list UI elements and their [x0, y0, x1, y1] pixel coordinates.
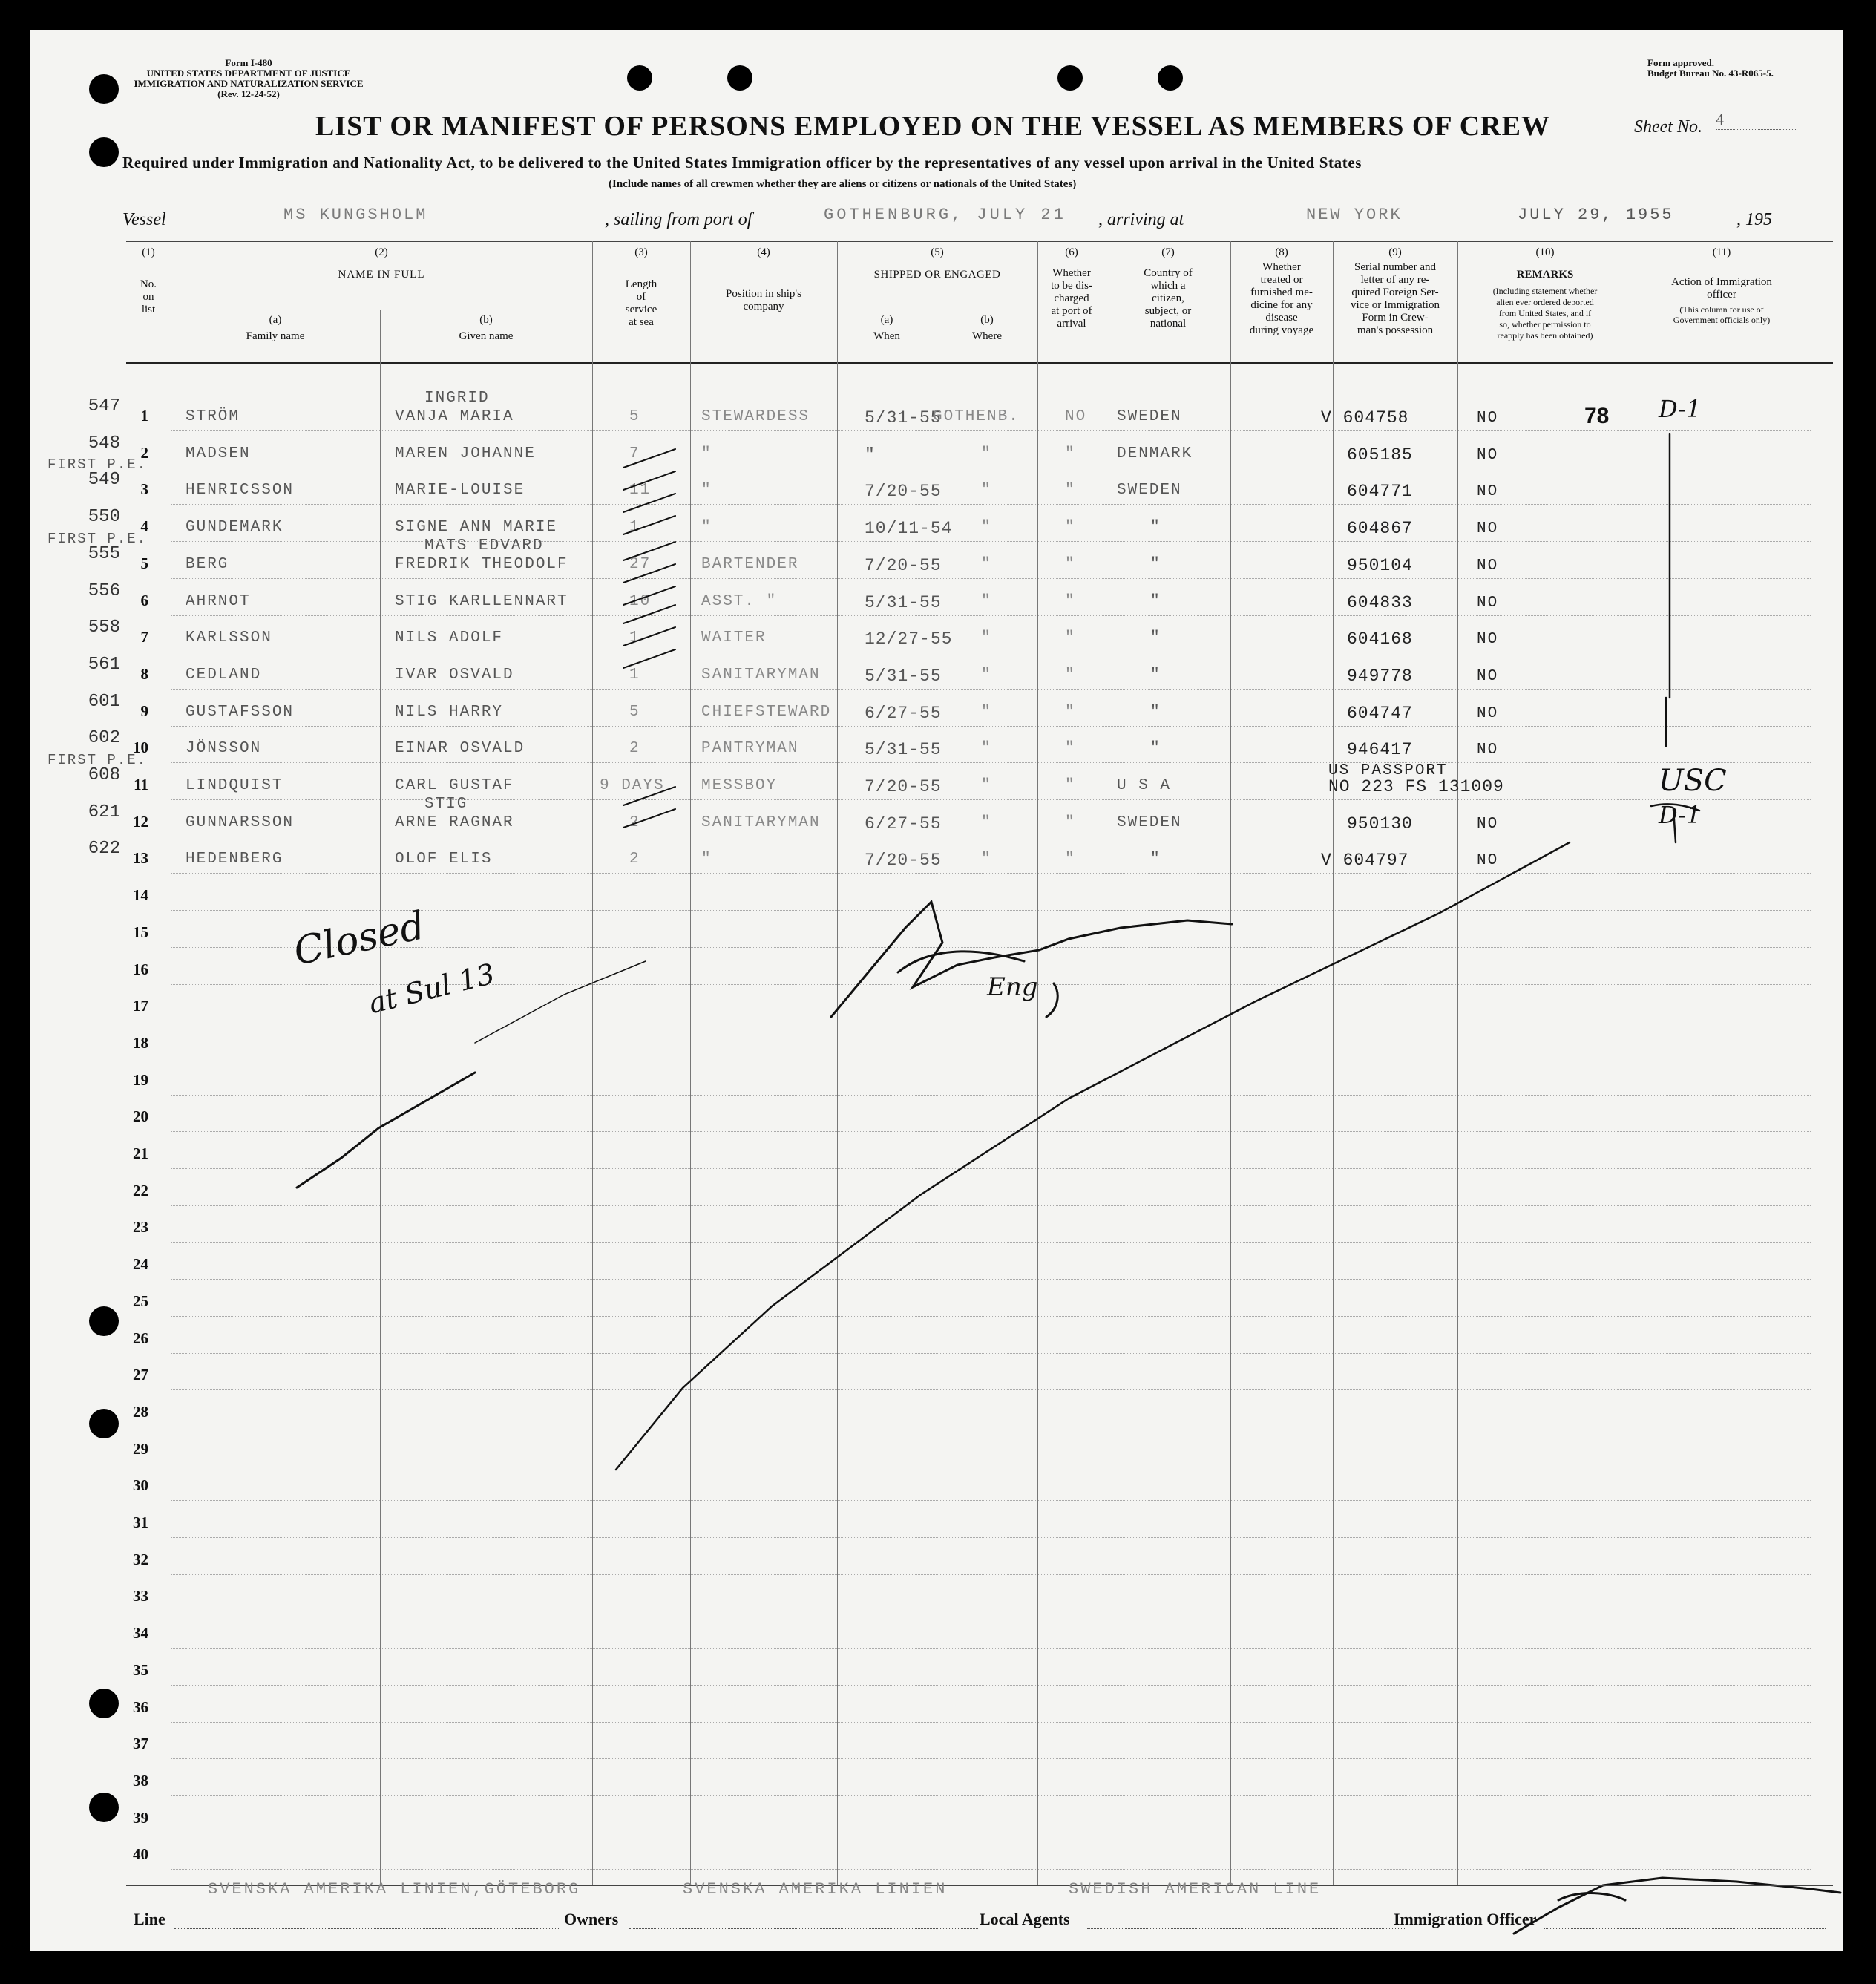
serial-number-extra: US PASSPORT	[1328, 762, 1448, 779]
family-name: KARLSSON	[186, 629, 272, 647]
given-name: SIGNE ANN MARIE	[395, 519, 558, 537]
row-number: 7	[140, 628, 148, 646]
arrival-port: NEW YORK	[1306, 206, 1403, 224]
family-name: JÖNSSON	[186, 740, 262, 758]
col-num-6: (6)	[1065, 246, 1078, 258]
position: PANTRYMAN	[701, 740, 799, 758]
shipped-where: GOTHENB.	[933, 408, 1020, 425]
shipped-when: 12/27-55	[865, 629, 953, 649]
header-where: Where	[972, 330, 1002, 342]
year-suffix: , 195	[1736, 210, 1772, 229]
cancel-line	[616, 842, 1570, 1470]
position: "	[701, 482, 712, 500]
row-number: 29	[133, 1439, 148, 1458]
owners-rule	[629, 1928, 978, 1929]
given-name: IVAR OSVALD	[395, 666, 514, 684]
remarks: NO	[1477, 741, 1499, 759]
col-num-2: (2)	[375, 246, 388, 258]
discharged: "	[1065, 851, 1076, 868]
action-bracket	[1666, 434, 1670, 746]
position: STEWARDESS	[701, 408, 810, 425]
remarks: NO	[1477, 704, 1499, 722]
row-number: 24	[133, 1255, 148, 1274]
shipped-when: 7/20-55	[865, 482, 942, 502]
length-of-service: 1	[629, 519, 640, 537]
sailing-label: , sailing from port of	[605, 210, 752, 229]
length-of-service: 5	[629, 408, 640, 425]
shipped-when: "	[865, 445, 876, 465]
margin-list-number: 556	[88, 580, 120, 601]
country: U S A	[1117, 777, 1172, 794]
discharged: "	[1065, 777, 1076, 794]
given-name-extra: MATS EDVARD	[424, 537, 544, 554]
margin-list-number: 602	[88, 728, 120, 749]
remarks: NO	[1477, 594, 1499, 612]
serial-number: 604833	[1347, 592, 1413, 612]
row-number: 32	[133, 1550, 148, 1568]
header-serial: Serial number and letter of any re- quired Foreign Ser- vice or Immigration Form in Crew- man's possession	[1351, 261, 1440, 336]
country: "	[1150, 703, 1161, 721]
header-remarks-note: (Including statement whether alien ever ordered deported from United States, and if so, whether permission to reapply has been obtained)	[1492, 286, 1598, 341]
row-number: 4	[140, 517, 148, 536]
immigration-officer-label: Immigration Officer	[1394, 1910, 1537, 1928]
given-name: NILS ADOLF	[395, 629, 504, 647]
country: "	[1150, 592, 1161, 610]
row-number: 23	[133, 1218, 148, 1237]
length-of-service: 1	[629, 666, 640, 684]
row-number: 16	[133, 960, 148, 978]
row-number: 11	[134, 776, 148, 793]
discharged: "	[1065, 445, 1076, 462]
family-name: GUNDEMARK	[186, 519, 283, 537]
line-label: Line	[134, 1910, 165, 1928]
family-name: STRÖM	[186, 408, 240, 425]
remarks: NO	[1477, 631, 1499, 649]
col-num-7: (7)	[1161, 246, 1175, 258]
length-of-service: 2	[629, 813, 640, 831]
manifest-sheet	[30, 30, 1843, 1951]
remarks: NO	[1477, 483, 1499, 501]
discharged: "	[1065, 703, 1076, 721]
row-number: 2	[140, 443, 148, 462]
header-action: Action of Immigration officer	[1671, 276, 1772, 301]
remark-number: 78	[1584, 404, 1610, 428]
serial-number: 604168	[1347, 629, 1413, 649]
family-name: CEDLAND	[186, 666, 262, 684]
shipped-where: "	[981, 445, 992, 462]
col-num-9: (9)	[1388, 246, 1402, 258]
approval-text: Form approved.	[1647, 57, 1715, 68]
header-country: Country of which a citizen, subject, or national	[1144, 267, 1193, 330]
position: SANITARYMAN	[701, 666, 821, 684]
length-of-service: 9 DAYS	[600, 777, 665, 794]
shipped-where: "	[981, 777, 992, 794]
given-name-extra: STIG	[424, 795, 468, 813]
header-no-on-list: No. on list	[140, 278, 157, 315]
officer-rule	[1544, 1928, 1826, 1929]
serial-number: V 604758	[1321, 408, 1409, 428]
discharged: "	[1065, 482, 1076, 500]
header-name-in-full: NAME IN FULL	[338, 269, 425, 281]
line-value: SVENSKA AMERIKA LINIEN,GÖTEBORG	[208, 1880, 581, 1899]
agents-rule	[1087, 1928, 1406, 1929]
header-given-b: (b)	[479, 314, 493, 326]
country: DENMARK	[1117, 445, 1193, 462]
row-number: 8	[140, 664, 148, 683]
country: SWEDEN	[1117, 408, 1182, 425]
given-name-extra: INGRID	[424, 390, 490, 407]
remarks: NO	[1477, 520, 1499, 538]
service-name: IMMIGRATION AND NATURALIZATION SERVICE	[134, 78, 364, 89]
row-number: 31	[133, 1513, 148, 1531]
family-name: HENRICSSON	[186, 482, 295, 500]
country: SWEDEN	[1117, 813, 1182, 831]
header-family-name: Family name	[246, 330, 305, 342]
position: WAITER	[701, 629, 767, 647]
country: "	[1150, 555, 1161, 573]
discharged: NO	[1065, 408, 1087, 425]
line-rule	[174, 1928, 560, 1929]
length-of-service: 5	[629, 703, 640, 721]
action-tick	[1673, 809, 1676, 842]
row-number: 36	[133, 1697, 148, 1716]
country: "	[1150, 519, 1161, 537]
discharged: "	[1065, 666, 1076, 684]
shipped-when: 7/20-55	[865, 555, 942, 575]
shipped-where: "	[981, 813, 992, 831]
length-of-service: 27	[629, 555, 652, 573]
length-of-service: 2	[629, 851, 640, 868]
row-number: 22	[133, 1181, 148, 1199]
margin-list-number: 547	[88, 396, 120, 416]
shipped-where: "	[981, 482, 992, 500]
shipped-when: 7/20-55	[865, 777, 942, 796]
family-name: GUSTAFSSON	[186, 703, 295, 721]
header-where-b: (b)	[980, 314, 994, 326]
header-family-a: (a)	[269, 314, 282, 326]
departure-port: GOTHENBURG, JULY 21	[824, 206, 1066, 224]
remarks: NO	[1477, 667, 1499, 685]
shipped-where: "	[981, 851, 992, 868]
shipped-where: "	[981, 519, 992, 537]
header-shipped: SHIPPED OR ENGAGED	[873, 269, 1001, 281]
position: MESSBOY	[701, 777, 778, 794]
header-position: Position in ship's company	[726, 288, 801, 312]
serial-number: 605185	[1347, 445, 1413, 465]
margin-list-number: 550	[88, 507, 120, 528]
revision-date: (Rev. 12-24-52)	[217, 88, 280, 99]
length-of-service: 11	[629, 482, 652, 500]
header-length-of-service: Length of service at sea	[625, 278, 657, 328]
col-num-10: (10)	[1535, 246, 1555, 258]
serial-number: 604867	[1347, 519, 1413, 539]
country: "	[1150, 851, 1161, 868]
budget-number: Budget Bureau No. 43-R065-5.	[1647, 68, 1774, 79]
margin-list-number: 558	[88, 618, 120, 638]
shipped-when: 10/11-54	[865, 519, 953, 539]
header-when-a: (a)	[880, 314, 893, 326]
position: "	[701, 851, 712, 868]
header-given-name: Given name	[459, 330, 514, 342]
owners-label: Owners	[564, 1910, 619, 1928]
serial-number: 950104	[1347, 555, 1413, 575]
family-name: BERG	[186, 555, 229, 573]
serial-number: V 604797	[1321, 851, 1409, 871]
margin-list-number: 601	[88, 691, 120, 712]
margin-first-pe: FIRST P.E.	[47, 456, 148, 474]
shipped-where: "	[981, 592, 992, 610]
row-number: 25	[133, 1291, 148, 1310]
immigration-action: USC	[1659, 764, 1727, 798]
local-agents-label: Local Agents	[980, 1910, 1070, 1928]
row-number: 26	[133, 1329, 148, 1347]
col-num-4: (4)	[757, 246, 770, 258]
department-name: UNITED STATES DEPARTMENT OF JUSTICE	[146, 68, 351, 79]
given-name: VANJA MARIA	[395, 408, 514, 425]
col-num-5: (5)	[931, 246, 944, 258]
row-number: 34	[133, 1624, 148, 1643]
row-number: 1	[140, 407, 148, 425]
row-number: 12	[133, 812, 148, 831]
sheet-number: 4	[1716, 110, 1797, 130]
serial-number: 949778	[1347, 666, 1413, 686]
discharged: "	[1065, 555, 1076, 573]
margin-first-pe: FIRST P.E.	[47, 752, 148, 768]
discharged: "	[1065, 629, 1076, 647]
length-check-marks	[623, 449, 675, 828]
row-number: 9	[140, 701, 148, 720]
country: "	[1150, 629, 1161, 647]
serial-number: 950130	[1347, 813, 1413, 834]
position: BARTENDER	[701, 555, 799, 573]
given-name: FREDRIK THEODOLF	[395, 555, 568, 573]
length-of-service: 1	[629, 629, 640, 647]
handwritten-marks	[30, 30, 1843, 1951]
margin-list-number: 621	[88, 802, 120, 822]
row-number: 21	[133, 1145, 148, 1162]
vessel-label: Vessel	[122, 210, 166, 229]
margin-list-number: 608	[88, 765, 120, 785]
row-number: 5	[140, 554, 148, 572]
serial-number: 604747	[1347, 703, 1413, 723]
family-name: GUNNARSSON	[186, 813, 295, 831]
col-num-11: (11)	[1712, 246, 1731, 258]
given-name: OLOF ELIS	[395, 851, 493, 868]
row-number: 37	[133, 1735, 148, 1753]
sheet-label: Sheet No.	[1634, 117, 1702, 137]
row-number: 19	[133, 1070, 148, 1089]
margin-list-number: 549	[88, 470, 120, 491]
row-number: 35	[133, 1660, 148, 1679]
immigration-officer-signature	[1514, 1878, 1840, 1934]
margin-list-number: 561	[88, 654, 120, 675]
family-name: HEDENBERG	[186, 851, 283, 868]
given-name: STIG KARLLENNART	[395, 592, 568, 610]
arrival-date: JULY 29, 1955	[1518, 206, 1674, 224]
discharged: "	[1065, 813, 1076, 831]
serial-number: NO 223 FS 131009	[1328, 777, 1504, 796]
length-of-service: 7	[629, 445, 640, 462]
family-name: AHRNOT	[186, 592, 251, 610]
arriving-label: , arriving at	[1098, 210, 1184, 229]
row-number: 13	[133, 849, 148, 868]
row-number: 39	[133, 1808, 148, 1827]
remarks: NO	[1477, 410, 1499, 427]
remarks: NO	[1477, 815, 1499, 833]
shipped-when: 5/31-55	[865, 740, 942, 760]
col-num-8: (8)	[1275, 246, 1288, 258]
shipped-when: 6/27-55	[865, 703, 942, 723]
remarks: NO	[1477, 557, 1499, 574]
remarks: NO	[1477, 446, 1499, 464]
serial-number: 604771	[1347, 482, 1413, 502]
col-num-1: (1)	[142, 246, 155, 258]
row-number: 3	[140, 480, 148, 499]
row-number: 14	[133, 886, 148, 905]
immigration-action: D-1	[1659, 800, 1702, 829]
shipped-when: 5/31-55	[865, 666, 942, 686]
header-action-note: (This column for use of Government officials only)	[1673, 304, 1771, 325]
cancel-line-faint	[475, 961, 646, 1043]
margin-list-number: 622	[88, 839, 120, 860]
shipped-where: "	[981, 629, 992, 647]
row-number: 18	[133, 1033, 148, 1052]
shipped-where: "	[981, 666, 992, 684]
serial-number: 946417	[1347, 740, 1413, 760]
position: ASST. "	[701, 592, 778, 610]
row-number: 17	[133, 997, 148, 1015]
row-number: 6	[140, 591, 148, 609]
given-name: NILS HARRY	[395, 703, 504, 721]
given-name: CARL GUSTAF	[395, 777, 514, 794]
form-number: Form I-480	[225, 57, 272, 68]
row-number: 15	[133, 923, 148, 941]
page-title: LIST OR MANIFEST OF PERSONS EMPLOYED ON THE VESSEL AS MEMBERS OF CREW	[315, 111, 1550, 142]
row-number: 20	[133, 1107, 148, 1126]
shipped-where: "	[981, 703, 992, 721]
immigration-action: D-1	[1659, 395, 1702, 423]
margin-list-number: 555	[88, 543, 120, 564]
requirement-text: Required under Immigration and Nationality Act, to be delivered to the United States Immigration officer by the representatives of any vessel upon arrival in the United States	[122, 154, 1362, 171]
position: "	[701, 445, 712, 462]
discharged: "	[1065, 519, 1076, 537]
country: "	[1150, 740, 1161, 758]
inclusion-note: (Include names of all crewmen whether they are aliens or citizens or nationals of the United States)	[609, 178, 1077, 190]
local-agents-value: SWEDISH AMERICAN LINE	[1069, 1880, 1322, 1899]
col-num-3: (3)	[634, 246, 648, 258]
given-name: MARIE-LOUISE	[395, 482, 525, 500]
header-disease: Whether treated or furnished me- dicine for any disease during voyage	[1249, 261, 1314, 336]
row-number: 38	[133, 1771, 148, 1790]
country: "	[1150, 666, 1161, 684]
margin-first-pe: FIRST P.E.	[47, 530, 148, 547]
signature-loop	[1558, 1893, 1625, 1900]
shipped-when: 5/31-55	[865, 592, 942, 612]
header-when: When	[873, 330, 900, 342]
given-name: EINAR OSVALD	[395, 740, 525, 758]
cancel-line-short	[297, 1073, 475, 1188]
shipped-where: "	[981, 740, 992, 758]
row-number: 27	[133, 1366, 148, 1384]
length-of-service: 2	[629, 740, 640, 758]
row-number: 30	[133, 1476, 148, 1495]
closed-note: Closed	[289, 903, 429, 975]
shipped-when: 5/31-55	[865, 408, 942, 428]
vessel-name: MS KUNGSHOLM	[283, 206, 428, 224]
shipped-when: 7/20-55	[865, 851, 942, 871]
row-number: 40	[133, 1845, 148, 1864]
given-name: ARNE RAGNAR	[395, 813, 514, 831]
family-name: LINDQUIST	[186, 777, 283, 794]
header-discharged: Whether to be dis- charged at port of arrival	[1051, 267, 1092, 330]
position: "	[701, 519, 712, 537]
signature-initials: Eng	[987, 972, 1038, 1002]
row-number: 10	[133, 739, 148, 757]
closed-note-date: at Sul 13	[365, 957, 498, 1021]
country: SWEDEN	[1117, 482, 1182, 500]
position: CHIEFSTEWARD	[701, 703, 832, 721]
family-name: MADSEN	[186, 445, 251, 462]
discharged: "	[1065, 740, 1076, 758]
given-name: MAREN JOHANNE	[395, 445, 536, 462]
row-number: 33	[133, 1587, 148, 1605]
remarks: NO	[1477, 852, 1499, 870]
header-remarks: REMARKS	[1516, 269, 1574, 281]
owners-value: SVENSKA AMERIKA LINIEN	[683, 1880, 948, 1899]
row-number: 28	[133, 1402, 148, 1421]
discharged: "	[1065, 592, 1076, 610]
length-of-service: 10	[629, 592, 652, 610]
shipped-when: 6/27-55	[865, 813, 942, 834]
margin-list-number: 548	[88, 433, 120, 454]
shipped-where: "	[981, 555, 992, 573]
action-mark	[1651, 804, 1699, 811]
position: SANITARYMAN	[701, 813, 821, 831]
